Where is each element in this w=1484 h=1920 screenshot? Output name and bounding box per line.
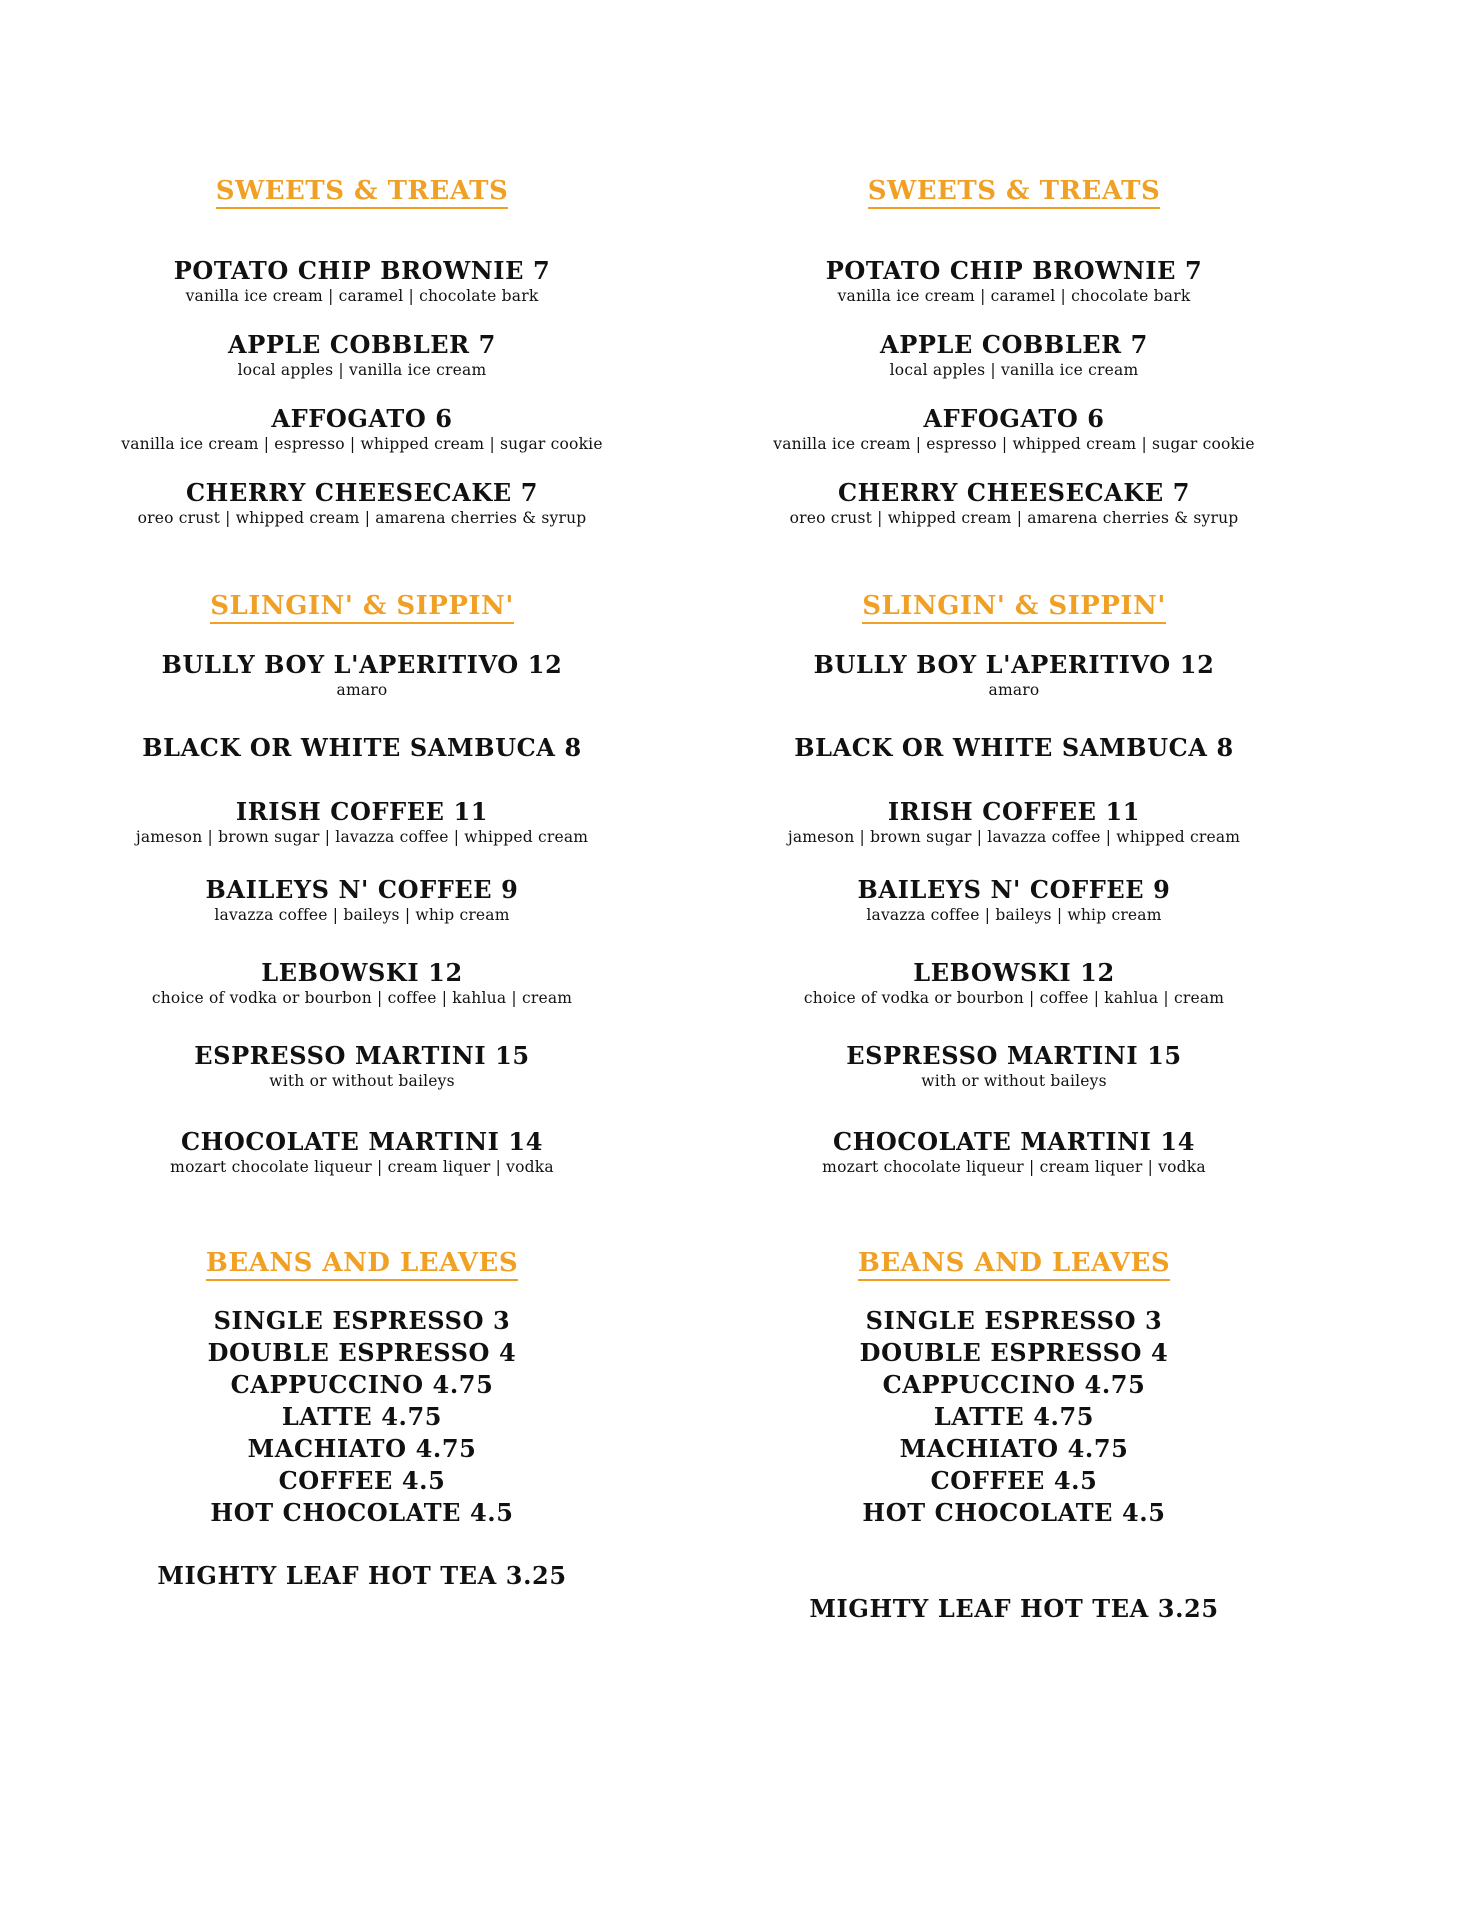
- item-description: jameson | brown sugar | lavazza coffee | whipped cream: [787, 828, 1241, 846]
- menu-item: [704, 733, 1324, 763]
- item-name: IRISH COFFEE 11: [887, 797, 1141, 826]
- menu-item: [52, 1127, 672, 1177]
- item-description: vanilla ice cream | caramel | chocolate bark: [185, 287, 539, 305]
- menu-item: [704, 1127, 1324, 1177]
- menu-item: [52, 650, 672, 700]
- menu-item: [704, 958, 1324, 1008]
- coffee-item: COFFEE 4.5: [930, 1466, 1098, 1495]
- item-name: CHOCOLATE MARTINI 14: [832, 1127, 1196, 1156]
- menu-item: [704, 1041, 1324, 1091]
- item-description: lavazza coffee | baileys | whip cream: [866, 906, 1162, 924]
- coffee-item: MACHIATO 4.75: [899, 1434, 1129, 1463]
- item-name: POTATO CHIP BROWNIE 7: [825, 256, 1203, 285]
- tea-item: MIGHTY LEAF HOT TEA 3.25: [157, 1561, 567, 1590]
- item-description: vanilla ice cream | espresso | whipped cream | sugar cookie: [773, 435, 1255, 453]
- item-description: vanilla ice cream | espresso | whipped cream | sugar cookie: [121, 435, 603, 453]
- coffee-item: SINGLE ESPRESSO 3: [213, 1306, 511, 1335]
- item-description: local apples | vanilla ice cream: [237, 361, 487, 379]
- menu-item: [52, 478, 672, 528]
- item-name: AFFOGATO 6: [923, 404, 1105, 433]
- menu-item: [52, 797, 672, 847]
- item-name: APPLE COBBLER 7: [880, 330, 1148, 359]
- item-description: lavazza coffee | baileys | whip cream: [214, 906, 510, 924]
- tea-item: MIGHTY LEAF HOT TEA 3.25: [809, 1594, 1219, 1623]
- item-name: POTATO CHIP BROWNIE 7: [173, 256, 551, 285]
- menu-item: [704, 478, 1324, 528]
- item-name: ESPRESSO MARTINI 15: [194, 1041, 530, 1070]
- coffee-item: HOT CHOCOLATE 4.5: [862, 1498, 1166, 1527]
- item-name: BAILEYS N' COFFEE 9: [857, 875, 1171, 904]
- item-name: IRISH COFFEE 11: [235, 797, 489, 826]
- coffee-item: COFFEE 4.5: [278, 1466, 446, 1495]
- menu-item: [704, 797, 1324, 847]
- coffee-item: LATTE 4.75: [933, 1402, 1095, 1431]
- item-description: oreo crust | whipped cream | amarena cherries & syrup: [789, 509, 1239, 527]
- section-title-sweets: SWEETS & TREATS: [704, 176, 1324, 206]
- item-name: AFFOGATO 6: [271, 404, 453, 433]
- item-description: choice of vodka or bourbon | coffee | kahlua | cream: [151, 989, 573, 1007]
- section-title-drinks: SLINGIN' & SIPPIN': [52, 591, 672, 621]
- section-title-coffee: BEANS AND LEAVES: [704, 1248, 1324, 1278]
- menu-item: [52, 958, 672, 1008]
- coffee-item: DOUBLE ESPRESSO 4: [207, 1338, 517, 1367]
- item-name: ESPRESSO MARTINI 15: [846, 1041, 1182, 1070]
- item-description: mozart chocolate liqueur | cream liquer | vodka: [170, 1158, 554, 1176]
- coffee-item: LATTE 4.75: [281, 1402, 443, 1431]
- item-name: APPLE COBBLER 7: [228, 330, 496, 359]
- item-name: BULLY BOY L'APERITIVO 12: [161, 650, 563, 679]
- item-description: jameson | brown sugar | lavazza coffee | whipped cream: [135, 828, 589, 846]
- item-description: with or without baileys: [269, 1072, 455, 1090]
- menu-item: [52, 256, 672, 306]
- coffee-item: DOUBLE ESPRESSO 4: [859, 1338, 1169, 1367]
- menu-item: [704, 330, 1324, 380]
- section-title-drinks: SLINGIN' & SIPPIN': [704, 591, 1324, 621]
- menu-column-right: [704, 0, 1324, 1920]
- menu-item: [52, 1041, 672, 1091]
- menu-item: [704, 404, 1324, 454]
- item-description: amaro: [336, 681, 388, 699]
- menu-item: [52, 733, 672, 763]
- item-name: CHOCOLATE MARTINI 14: [180, 1127, 544, 1156]
- item-name: BLACK OR WHITE SAMBUCA 8: [142, 733, 582, 762]
- menu-item: [704, 875, 1324, 925]
- item-description: choice of vodka or bourbon | coffee | kahlua | cream: [803, 989, 1225, 1007]
- coffee-item: HOT CHOCOLATE 4.5: [210, 1498, 514, 1527]
- item-description: amaro: [988, 681, 1040, 699]
- item-description: with or without baileys: [921, 1072, 1107, 1090]
- item-name: LEBOWSKI 12: [261, 958, 463, 987]
- item-name: LEBOWSKI 12: [913, 958, 1115, 987]
- item-description: mozart chocolate liqueur | cream liquer | vodka: [822, 1158, 1206, 1176]
- item-name: CHERRY CHEESECAKE 7: [837, 478, 1191, 507]
- section-title-coffee: BEANS AND LEAVES: [52, 1248, 672, 1278]
- menu-item: [52, 875, 672, 925]
- item-name: BAILEYS N' COFFEE 9: [205, 875, 519, 904]
- coffee-item: MACHIATO 4.75: [247, 1434, 477, 1463]
- coffee-item: SINGLE ESPRESSO 3: [865, 1306, 1163, 1335]
- item-description: vanilla ice cream | caramel | chocolate bark: [837, 287, 1191, 305]
- menu-item: [52, 404, 672, 454]
- coffee-item: CAPPUCCINO 4.75: [230, 1370, 494, 1399]
- menu-item: [52, 330, 672, 380]
- item-description: local apples | vanilla ice cream: [889, 361, 1139, 379]
- item-name: BULLY BOY L'APERITIVO 12: [813, 650, 1215, 679]
- section-title-sweets: SWEETS & TREATS: [52, 176, 672, 206]
- item-name: CHERRY CHEESECAKE 7: [185, 478, 539, 507]
- menu-item: [704, 650, 1324, 700]
- coffee-item: CAPPUCCINO 4.75: [882, 1370, 1146, 1399]
- item-name: BLACK OR WHITE SAMBUCA 8: [794, 733, 1234, 762]
- menu-item: [704, 256, 1324, 306]
- menu-column-left: [52, 0, 672, 1920]
- item-description: oreo crust | whipped cream | amarena cherries & syrup: [137, 509, 587, 527]
